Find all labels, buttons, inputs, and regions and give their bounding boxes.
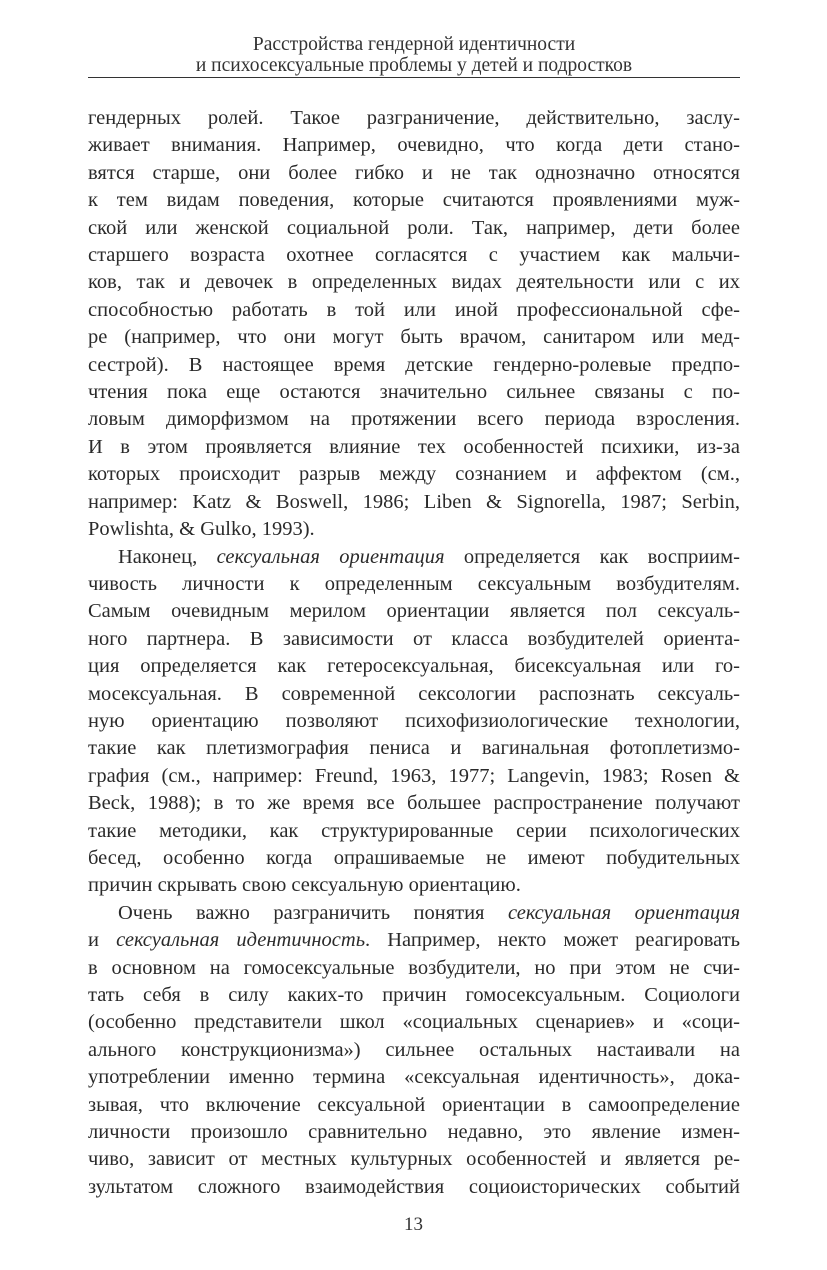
text-line: ального конструкционизма») сильнее остальных настаивали на [88,1038,740,1061]
text-line: ской или женской социальной роли. Так, например, дети более [88,216,740,239]
text-run: . Например, некто может реагировать [365,929,740,952]
text-line: старшего возраста охотнее согласятся с участием как мальчи- [88,244,740,267]
running-head-line-2: и психосексуальные проблемы у детей и подростков [195,55,633,76]
text-line: ную ориентацию позволяют психофизиологические технологии, [88,709,740,732]
text-line: например: Katz & Boswell, 1986; Liben & Signorella, 1987; Serbin, [88,490,740,513]
text-line: причин скрывать свою сексуальную ориентацию. [88,874,521,897]
text-line: чтения пока еще остаются значительно сильнее связаны с по- [88,381,740,404]
text-line: чиво, зависит от местных культурных особенностей и является ре- [88,1148,740,1171]
text-line [88,927,740,954]
text-line: ного партнера. В зависимости от класса возбудителей ориента- [88,627,740,650]
text-line: такие как плетизмография пениса и вагинальная фотоплетизмо- [88,737,740,760]
body-text [88,105,740,1201]
text-line: в основном на гомосексуальные возбудители, но при этом не счи- [88,956,740,979]
text-run: определяется как восприим- [444,545,740,568]
text-line: ция определяется как гетеросексуальная, бисексуальная или го- [88,655,740,678]
text-line: тать себя в силу каких-то причин гомосексуальным. Социологи [88,984,740,1006]
text-line: Самым очевидным мерилом ориентации является пол сексуаль- [88,600,740,623]
text-line: сестрой). В настоящее время детские гендерно-ролевые предпо- [88,353,740,376]
text-line: чивость личности к определенным сексуальным возбудителям. [88,572,740,595]
text-line: Powlishta, & Gulko, 1993). [88,518,315,541]
text-line: бесед, особенно когда опрашиваемые не имеют побудительных [88,846,740,869]
text-line: ре (например, что они могут быть врачом, санитаром или мед- [88,326,740,349]
text-line: способностью работать в той или иной профессиональной сфе- [88,298,740,321]
text-line: к тем видам поведения, которые считаются проявлениями муж- [88,189,740,212]
text-run: Наконец, [118,545,217,568]
text-line: личности произошло сравнительно недавно, это явление измен- [88,1121,740,1144]
italic-term: сексуальная ориентация [507,901,740,924]
italic-term: сексуальная идентичность [116,929,366,952]
running-head [88,34,740,76]
text-line: И в этом проявляется влияние тех особенностей психики, из-за [88,435,740,458]
paragraph-3 [88,900,740,1201]
text-line: такие методики, как структурированные серии психологических [88,819,740,842]
text-line: ловым диморфизмом на протяжении всего периода взросления. [88,408,740,431]
text-line: ков, так и девочек в определенных видах деятельности или с их [88,271,740,294]
text-run: и [88,929,117,952]
paragraph-1 [88,105,740,544]
text-line: зывая, что включение сексуальной ориентации в самоопределение [88,1093,740,1116]
text-line: графия (см., например: Freund, 1963, 1977; Langevin, 1983; Rosen & [88,764,740,787]
italic-term: сексуальная ориентация [216,545,445,568]
running-head-line-1: Расстройства гендерной идентичности [252,34,576,55]
text-line: Beck, 1988); в то же время все большее распространение получают [88,792,740,815]
text-line: которых происходит разрыв между сознанием и аффектом (см., [88,463,740,486]
text-line: вятся старше, они более гибко и не так однозначно относятся [88,161,740,184]
text-line [88,900,740,927]
paragraph-2 [88,544,740,900]
header-rule [88,77,740,78]
text-line: мосексуальная. В современной сексологии распознать сексуаль- [88,682,740,705]
text-line [88,544,740,571]
text-line: употреблении именно термина «сексуальная идентичность», дока- [88,1066,740,1089]
page-number: 13 [404,1214,423,1235]
text-line: гендерных ролей. Такое разграничение, действительно, заслу- [88,107,740,129]
text-line: зультатом сложного взаимодействия социоисторических событий [88,1175,740,1198]
text-run: Очень важно разграничить понятия [118,901,508,924]
text-line: (особенно представители школ «социальных сценариев» и «соци- [88,1011,740,1034]
text-line: живает внимания. Например, очевидно, что когда дети стано- [88,134,740,157]
